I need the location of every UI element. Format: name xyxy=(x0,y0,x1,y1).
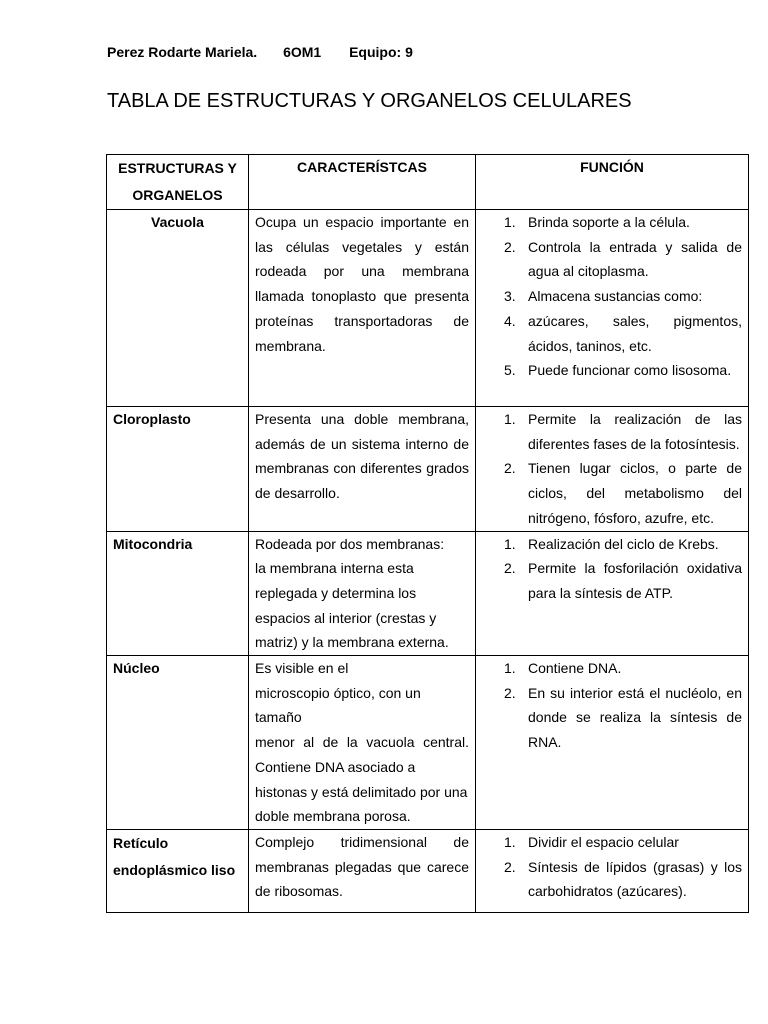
function-item xyxy=(482,358,742,383)
column-header-structures-line2: ORGANELOS xyxy=(132,187,223,203)
column-header-structures xyxy=(107,155,249,210)
function-number: 1. xyxy=(504,535,516,552)
table-row xyxy=(107,656,749,830)
function-item xyxy=(482,556,742,605)
function-text: Síntesis de lípidos (grasas) y los carbohidratos (azúcares). xyxy=(528,858,742,900)
table-row xyxy=(107,210,749,407)
function-item xyxy=(482,407,742,456)
function-item xyxy=(482,309,742,358)
description-line: doble membrana porosa. xyxy=(255,808,411,825)
function-text: En su interior está el nucléolo, en donde se realiza la síntesis de RNA. xyxy=(528,684,742,751)
structure-functions xyxy=(476,531,749,656)
document-header xyxy=(107,44,413,60)
function-item xyxy=(482,830,742,855)
function-item xyxy=(482,855,742,904)
function-item xyxy=(482,681,742,755)
function-number: 5. xyxy=(504,362,516,379)
document-title: TABLA DE ESTRUCTURAS Y ORGANELOS CELULARES xyxy=(107,90,632,112)
function-item xyxy=(482,456,742,530)
function-text: Contiene DNA. xyxy=(528,660,622,677)
structure-description: Complejo tridimensional de membranas plegadas que carece de ribosomas. xyxy=(249,829,476,912)
table-row xyxy=(107,531,749,656)
function-text: Tienen lugar ciclos, o parte de ciclos, del metabolismo del nitrógeno, fósforo, azufre, etc. xyxy=(528,460,742,526)
function-item xyxy=(482,210,742,235)
structure-description xyxy=(249,656,476,830)
structure-functions xyxy=(476,829,749,912)
structure-name: Retículo endoplásmico liso xyxy=(107,829,249,912)
function-text: Dividir el espacio celular xyxy=(528,833,679,850)
function-number: 1. xyxy=(504,833,516,850)
function-text: Realización del ciclo de Krebs. xyxy=(528,535,719,552)
function-number: 2. xyxy=(504,560,516,577)
function-number: 4. xyxy=(504,312,516,329)
table-header-row xyxy=(107,155,749,210)
column-header-characteristics: CARACTERÍSTCAS xyxy=(249,155,476,210)
column-header-structures-line1: ESTRUCTURAS Y xyxy=(118,160,237,176)
function-number: 2. xyxy=(504,238,516,255)
function-text: Almacena sustancias como: xyxy=(528,288,703,305)
organelles-table xyxy=(106,154,749,913)
function-number: 1. xyxy=(504,411,516,427)
structure-description: Presenta una doble membrana, además de un sistema interno de membranas con diferentes grados de desarrollo. xyxy=(249,407,476,532)
structure-functions xyxy=(476,656,749,830)
structure-name: Mitocondria xyxy=(107,531,249,656)
description-line: replegada y determina los xyxy=(255,584,417,601)
structure-name: Vacuola xyxy=(107,210,249,407)
function-text: Puede funcionar como lisosoma. xyxy=(528,362,732,379)
structure-description xyxy=(249,531,476,656)
function-text: Controla la entrada y salida de agua al citoplasma. xyxy=(528,238,742,280)
function-item xyxy=(482,656,742,681)
function-number: 2. xyxy=(504,460,516,477)
function-text: Brinda soporte a la célula. xyxy=(528,214,690,230)
function-item xyxy=(482,532,742,557)
function-number: 1. xyxy=(504,214,516,230)
function-item xyxy=(482,235,742,284)
structure-functions xyxy=(476,407,749,532)
function-item xyxy=(482,284,742,309)
table-row xyxy=(107,407,749,532)
function-number: 3. xyxy=(504,288,516,305)
function-number: 2. xyxy=(504,684,516,701)
table-row xyxy=(107,829,749,912)
description-line: histonas y está delimitado por una xyxy=(255,783,468,800)
description-line: menor al de la vacuola central. Contiene DNA asociado a xyxy=(255,734,469,775)
group-code: 6OM1 xyxy=(283,44,322,60)
structure-name: Núcleo xyxy=(107,656,249,830)
description-line: espacios al interior (crestas y xyxy=(255,609,437,626)
function-text: Permite la realización de las diferentes fases de la fotosíntesis. xyxy=(528,411,742,452)
function-number: 2. xyxy=(504,858,516,875)
structure-name: Cloroplasto xyxy=(107,407,249,532)
team-number: Equipo: 9 xyxy=(349,44,413,60)
function-text: Permite la fosforilación oxidativa para la síntesis de ATP. xyxy=(528,560,742,601)
description-line: Es visible en el xyxy=(255,660,349,677)
structure-description: Ocupa un espacio importante en las células vegetales y están rodeada por una membrana llamada tonoplasto que presenta proteínas transportadoras de membrana. xyxy=(249,210,476,407)
description-line: matriz) y la membrana externa. xyxy=(255,634,449,651)
description-line: Rodeada por dos membranas: xyxy=(255,535,445,552)
function-number: 1. xyxy=(504,660,516,677)
function-text: azúcares, sales, pigmentos, ácidos, taninos, etc. xyxy=(528,312,742,354)
description-line: la membrana interna esta xyxy=(255,560,414,577)
column-header-function: FUNCIÓN xyxy=(476,155,749,210)
structure-functions xyxy=(476,210,749,407)
author-name: Perez Rodarte Mariela. xyxy=(107,44,258,60)
description-line: microscopio óptico, con un tamaño xyxy=(255,684,421,726)
